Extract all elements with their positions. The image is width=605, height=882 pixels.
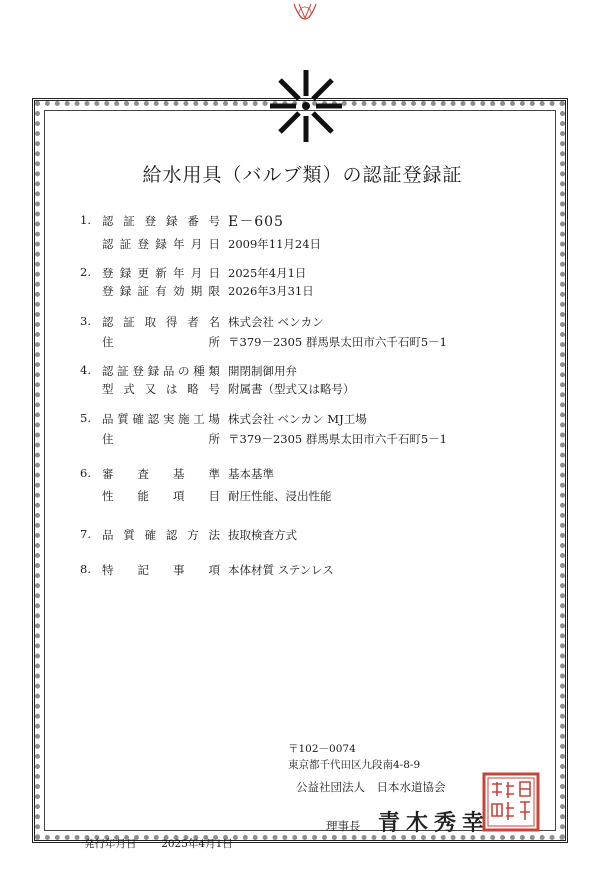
emblem-icon: [290, 0, 320, 30]
item-label: 審 査 基 準: [102, 467, 220, 481]
item-value: 開閉制御用弁: [228, 364, 297, 378]
item-number: 5.: [80, 411, 91, 425]
item-label: 型 式 又 は 略 号: [102, 382, 220, 396]
item-number: 7.: [80, 527, 91, 541]
item-value: 株式会社 ベンカン MJ工場: [228, 412, 367, 426]
item-label: 住 所: [102, 432, 220, 446]
chair-signature: 青木秀幸: [378, 810, 491, 836]
item-value: 本体材質 ステンレス: [228, 563, 334, 577]
item-label: 認 証 登 録 番 号: [102, 214, 220, 228]
item-label: 登 録 更 新 年 月 日: [102, 266, 220, 280]
item-label: 品 質 確 認 方 法: [102, 528, 220, 542]
issuer-postal: 〒102－0074: [288, 743, 356, 755]
item-label: 認 証 登 録 品 の 種 類: [102, 364, 220, 378]
item-label: 認 証 登 録 年 月 日: [102, 237, 220, 251]
item-value: 耐圧性能、浸出性能: [228, 489, 332, 503]
item-number: 8.: [80, 562, 91, 576]
item-label: 特 記 事 項: [102, 563, 220, 577]
item-value: 2026年3月31日: [228, 284, 314, 298]
item-number: 4.: [80, 363, 91, 377]
item-number: 1.: [80, 213, 91, 227]
item-value: 抜取検査方式: [228, 528, 297, 542]
item-value: 基本基準: [228, 467, 274, 481]
item-label: 登 録 証 有 効 期 限: [102, 284, 220, 298]
issuer-organization: 公益社団法人 日本水道協会: [296, 780, 446, 794]
item-number: 3.: [80, 314, 91, 328]
chair-title: 理事長: [326, 819, 361, 833]
item-label: 品 質 確 認 実 施 工 場: [102, 412, 220, 426]
item-value: 2009年11月24日: [228, 237, 322, 251]
item-value: E－605: [228, 214, 284, 230]
item-value: 〒379－2305 群馬県太田市六千石町5－1: [228, 432, 448, 446]
item-label: 住 所: [102, 335, 220, 349]
item-value: 附属書（型式又は略号）: [228, 382, 355, 396]
issuer-address: 東京都千代田区九段南4-8-9: [288, 759, 421, 771]
issue-date-label: 発行年月日: [84, 838, 137, 850]
issue-date-value: 2025年4月1日: [161, 838, 233, 850]
item-value: 株式会社 ベンカン: [228, 315, 324, 329]
item-number: 6.: [80, 466, 91, 480]
item-number: 2.: [80, 265, 91, 279]
official-seal-icon: [482, 772, 540, 832]
water-drop-star-icon: [268, 68, 344, 144]
item-value: 〒379－2305 群馬県太田市六千石町5－1: [228, 335, 448, 349]
issue-date: [84, 836, 233, 851]
item-label: 性 能 項 目: [102, 489, 220, 503]
item-label: 認 証 取 得 者 名: [102, 315, 220, 329]
item-value: 2025年4月1日: [228, 266, 307, 280]
certificate-title: 給水用具（バルブ類）の認証登録証: [142, 164, 463, 186]
